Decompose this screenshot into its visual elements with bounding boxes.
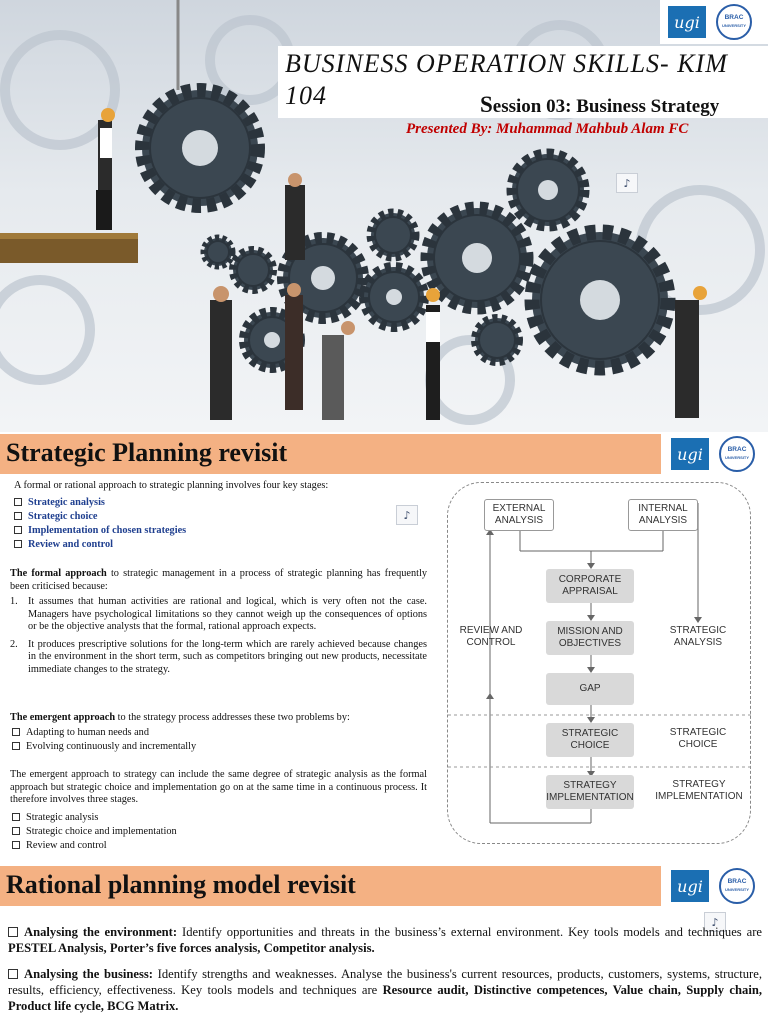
strategic-planning-diagram: [447, 482, 751, 844]
list-item: Review and control: [14, 538, 434, 552]
list-item: Implementation of chosen strategies: [14, 524, 434, 538]
strategic-choice-label: STRATEGIC CHOICE: [669, 727, 727, 750]
list-item: Strategic choice: [14, 510, 434, 524]
list-item: 1. It assumes that human activities are rational and logical, which is very often not the case. Managers have psychological limitations so they cannot weigh up the consequences of options or be the objective analysts that the formal, rational approach expects.: [10, 596, 427, 632]
list-item: 2. It produces prescriptive solutions for the long-term which are rarely achieved because changes in the environment in the short term, such as competitors bringing out new products, necessitate immediate changes to the strategy.: [10, 638, 427, 675]
criticisms-list: [10, 596, 427, 676]
review-control-label: REVIEW AND CONTROL: [459, 625, 523, 648]
point-business: Analysing the business: Identify strengths and weaknesses. Analyse the business's current resources, products, customers, systems, structure, results, efficiency, effectiveness. Key tools models and techniques are Resource audit, Distinctive competences, Value chain, Supply chain, Product life cycle, BCG Matrix.: [8, 967, 762, 1013]
rational-planning-slide: [0, 866, 768, 1024]
formal-approach-paragraph: The formal approach to strategic management in a process of strategic planning has frequently been criticised because:: [10, 568, 427, 592]
list-item: Adapting to human needs and: [12, 726, 429, 740]
audio-icon[interactable]: ♪: [396, 505, 418, 525]
brac-university-logo: BRAC UNIVERSITY: [716, 4, 752, 40]
title-slide: [0, 0, 768, 432]
strategic-planning-slide: [0, 434, 768, 864]
three-stages-list: [12, 811, 429, 853]
internal-analysis-box: INTERNAL ANALYSIS: [628, 499, 698, 531]
stages-list: [14, 496, 434, 552]
brac-university-logo: BRAC UNIVERSITY: [719, 436, 755, 472]
audio-icon[interactable]: ♪: [616, 173, 638, 193]
logo-strip: [663, 434, 768, 474]
presenter-line: Presented By: Muhammad Mahbub Alam FC: [406, 121, 689, 137]
list-item: Review and control: [12, 839, 429, 853]
mission-objectives-box: MISSION AND OBJECTIVES: [546, 621, 634, 655]
gap-box: GAP: [546, 673, 634, 705]
intro-text: A formal or rational approach to strategic planning involves four key stages:: [14, 480, 329, 491]
list-item: Evolving continuously and incrementally: [12, 740, 429, 754]
emergent-points: [12, 726, 429, 754]
slide-title: Strategic Planning revisit: [6, 438, 288, 467]
emergent-approach-paragraph: The emergent approach to the strategy process addresses these two problems by:: [10, 712, 350, 723]
strategy-implementation-label: STRATEGY IMPLEMENTATION: [655, 779, 743, 802]
ugi-logo: ugi: [669, 436, 711, 472]
slide-title: Rational planning model revisit: [6, 870, 356, 899]
list-item: Strategic choice and implementation: [12, 825, 429, 839]
ugi-logo: ugi: [666, 4, 708, 40]
list-item: Strategic analysis: [14, 496, 434, 510]
strategic-choice-box: STRATEGIC CHOICE: [546, 723, 634, 757]
strategy-implementation-box: STRATEGY IMPLEMENTATION: [546, 775, 634, 809]
brac-university-logo: BRAC UNIVERSITY: [719, 868, 755, 904]
strategic-analysis-label: STRATEGIC ANALYSIS: [669, 625, 727, 648]
logo-strip: [663, 866, 768, 906]
emergent-detail-paragraph: The emergent approach to strategy can include the same degree of strategic analysis as the formal approach but strategic choice and implementation go on at the same time in a continuous process. It therefore involves three stages.: [10, 769, 427, 805]
external-analysis-box: EXTERNAL ANALYSIS: [484, 499, 554, 531]
audio-icon[interactable]: ♪: [704, 912, 726, 932]
session-title: Session 03: Business Strategy: [480, 92, 720, 117]
logo-strip: [660, 0, 768, 44]
course-title: BUSINESS OPERATION SKILLS- KIM 104: [285, 49, 728, 110]
ugi-logo: ugi: [669, 868, 711, 904]
point-environment: Analysing the environment: Identify opportunities and threats in the business’s external environment. Key tools models and techniques are PESTEL Analysis, Porter’s five forces analysis, Competitor analysis.: [8, 925, 762, 955]
corporate-appraisal-box: CORPORATE APPRAISAL: [546, 569, 634, 603]
list-item: Strategic analysis: [12, 811, 429, 825]
